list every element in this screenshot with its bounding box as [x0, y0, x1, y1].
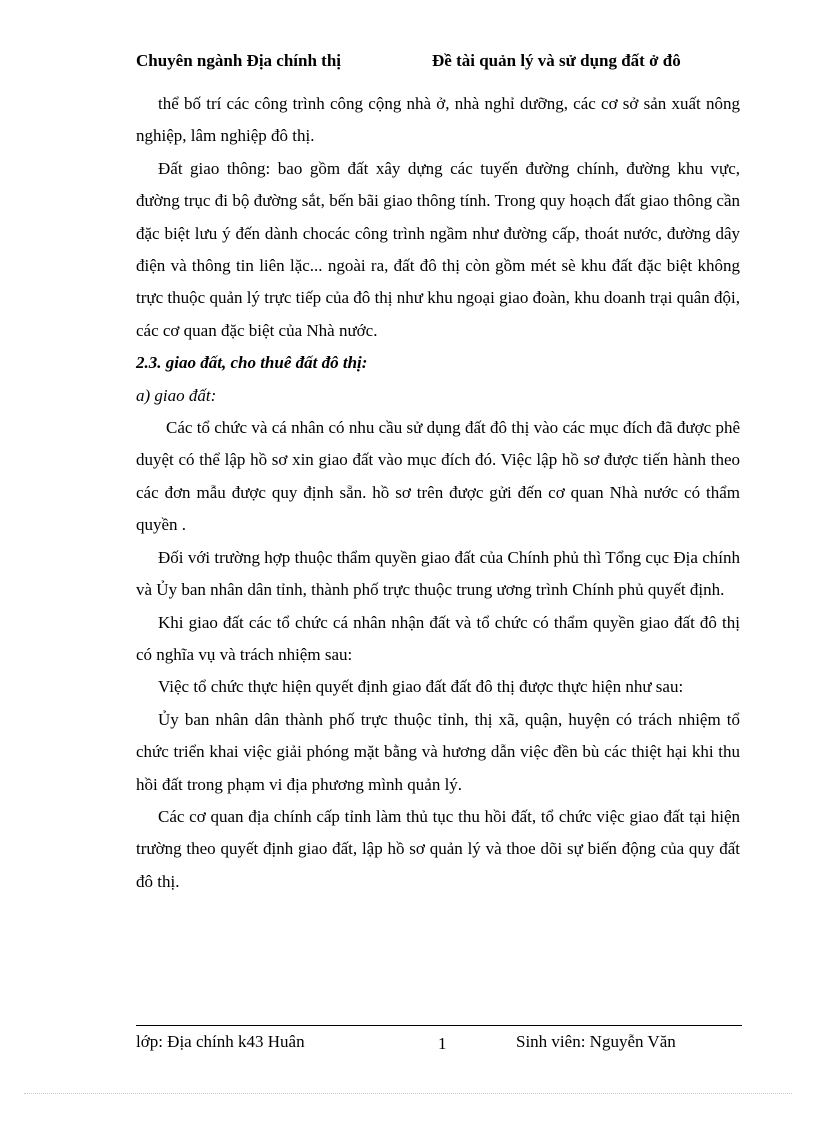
- paragraph-3: Các tổ chức và cá nhân có nhu cầu sử dụng đất đô thị vào các mục đích đã được phê duyệt có thể lập hồ sơ xin giao đất vào mục đích đó. Việc lập hồ sơ được tiến hành theo các đơn mẫu được quy định sẵn. hồ sơ trên được gửi đến cơ quan Nhà nước có thẩm quyền .: [136, 418, 740, 535]
- page-number: 1: [438, 1034, 447, 1053]
- paragraph-7: Ủy ban nhân dân thành phố trực thuộc tỉnh, thị xã, quận, huyện có trách nhiệm tổ chức triển khai việc giải phóng mặt bằng và hương dẫn việc đền bù các thiệt hại khi thu hồi đất trong phạm vi địa phương mình quản lý.: [136, 709, 740, 794]
- paragraph-2: Đất giao thông: bao gồm đất xây dựng các tuyến đường chính, đường khu vực, đường trục đi bộ đường sắt, bến bãi giao thông tính. Trong quy hoạch đất giao thông cần đặc biệt lưu ý đến dành chocác công trình ngầm như đường cấp, thoát nước, đường dây điện và thông tin liên lặc... ngoài ra, đất đô thị còn gồm mét sè khu đất đặc biệt không trực thuộc quản lý trực tiếp của đô thị như khu ngoại giao đoàn, khu doanh trại quân đội, các cơ quan đặc biệt của Nhà nước.: [136, 158, 740, 340]
- paragraph-1: thể bố trí các công trình công cộng nhà ở, nhà nghỉ dưỡng, các cơ sở sản xuất nông nghiệp, lâm nghiệp đô thị.: [136, 94, 740, 146]
- footer-student-label: Sinh viên: Nguyễn Văn: [516, 1032, 676, 1051]
- header-right: Đề tài quản lý và sử dụng đất ở đô: [432, 51, 681, 70]
- subsection-heading: a) giao đất:: [136, 385, 217, 405]
- paragraph-8: Các cơ quan địa chính cấp tỉnh làm thủ tục thu hồi đất, tổ chức việc giao đất tại hiện trường theo quyết định giao đất, lập hồ sơ quản lý và thoe dõi sự biến động của quy đất đô thị.: [136, 806, 740, 891]
- page-bottom-border: [24, 1093, 792, 1094]
- header-left: Chuyên ngành Địa chính thị: [136, 51, 342, 70]
- footer-divider: [136, 1025, 742, 1026]
- paragraph-4: Đối với trường hợp thuộc thẩm quyền giao đất của Chính phủ thì Tổng cục Địa chính và Ủy ban nhân dân tỉnh, thành phố trực thuộc trung ương trình Chính phủ quyết định.: [136, 547, 740, 600]
- document-body: [136, 88, 740, 898]
- paragraph-6: Việc tổ chức thực hiện quyết định giao đất đất đô thị được thực hiện như sau:: [158, 677, 684, 697]
- section-heading: 2.3. giao đất, cho thuê đất đô thị:: [136, 353, 368, 373]
- footer-class-label: lớp: Địa chính k43 Huân: [136, 1032, 305, 1051]
- paragraph-5: Khi giao đất các tổ chức cá nhân nhận đất và tổ chức có thẩm quyền giao đất đô thị có nghĩa vụ và trách nhiệm sau:: [136, 612, 740, 664]
- page-footer: [136, 1030, 742, 1080]
